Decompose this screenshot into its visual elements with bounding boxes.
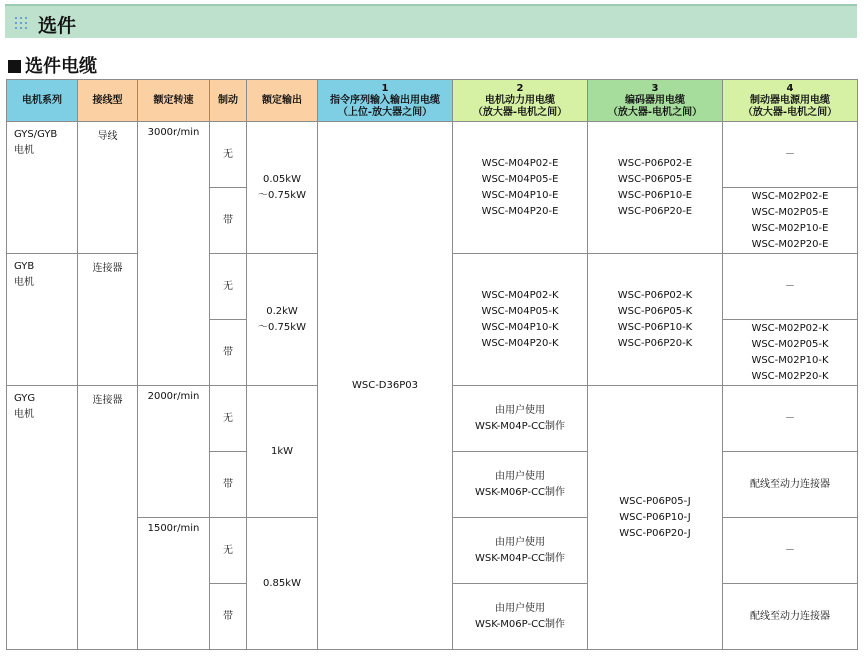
encoder-cable-cell <box>588 254 723 386</box>
wiring-cell: 连接器 <box>78 386 138 650</box>
brake-cell: 无 <box>210 518 247 584</box>
user-made-note: 由用户使用 <box>495 602 545 614</box>
user-made-note: 由用户使用 <box>495 536 545 548</box>
cable-model: WSC-M04P05-K <box>481 305 559 317</box>
brake-cable-cell: － <box>723 122 858 188</box>
header-col1 <box>318 80 453 122</box>
instruction-cable-cell: WSC-D36P03 <box>318 122 453 650</box>
cable-model: WSC-P06P05-E <box>617 173 693 185</box>
cable-model: WSC-P06P20-J <box>619 527 691 539</box>
header-rated-output: 额定输出 <box>247 80 318 122</box>
cable-model: WSC-M04P05-E <box>481 173 559 185</box>
header-col4 <box>723 80 858 122</box>
header-col4-title: 制动器电源用电缆 <box>750 94 830 106</box>
cable-model: WSC-P06P05-J <box>619 495 691 507</box>
header-col2-title: 电机动力用电缆 <box>485 94 555 106</box>
brake-cell: 无 <box>210 122 247 188</box>
header-col1-sub: （上位-放大器之间） <box>337 106 433 118</box>
motor-series-suffix: 电机 <box>14 409 34 420</box>
header-col3 <box>588 80 723 122</box>
cable-model: WSC-M04P02-E <box>481 157 559 169</box>
table-row <box>7 122 858 188</box>
user-made-note: 由用户使用 <box>495 404 545 416</box>
wiring-cell: 连接器 <box>78 254 138 386</box>
cable-model: WSC-P06P20-E <box>617 205 693 217</box>
brake-cable-cell: 配线至动力连接器 <box>723 452 858 518</box>
user-made-note: 由用户使用 <box>495 470 545 482</box>
brake-cable-cell: － <box>723 518 858 584</box>
cable-kit-model: WSK-M04P-CC制作 <box>474 552 566 564</box>
cable-model: WSC-M02P20-E <box>751 238 829 250</box>
rated-speed-cell: 3000r/min <box>138 122 210 386</box>
cable-model: WSC-P06P02-K <box>617 289 693 301</box>
rated-speed-cell: 1500r/min <box>138 518 210 650</box>
encoder-cable-cell <box>588 386 723 650</box>
brake-cable-cell: － <box>723 386 858 452</box>
motor-series-cell <box>7 254 78 386</box>
square-bullet-icon <box>8 60 21 73</box>
rated-output-cell <box>247 254 318 386</box>
page-title: 选件 <box>38 15 77 37</box>
rated-output-cell: 1kW <box>247 386 318 518</box>
cable-model: WSC-M02P05-E <box>751 206 829 218</box>
motor-series-suffix: 电机 <box>14 277 34 288</box>
header-col1-num: 1 <box>381 82 389 94</box>
rated-output-cell <box>247 122 318 254</box>
motor-series-cell <box>7 122 78 254</box>
header-col2-sub: （放大器-电机之间） <box>472 106 568 118</box>
cable-kit-model: WSK-M06P-CC制作 <box>474 486 566 498</box>
header-row <box>7 80 858 122</box>
header-col3-title: 编码器用电缆 <box>625 94 685 106</box>
power-cable-cell <box>453 254 588 386</box>
section-heading <box>8 52 97 78</box>
brake-cable-cell: 配线至动力连接器 <box>723 584 858 650</box>
cable-model: WSC-P06P10-E <box>617 189 693 201</box>
brake-cable-cell: － <box>723 254 858 320</box>
motor-series-name: GYB <box>14 261 35 272</box>
cable-model: WSC-M04P10-E <box>481 189 559 201</box>
power-cable-cell <box>453 452 588 518</box>
header-brake: 制动 <box>210 80 247 122</box>
header-rated-speed: 额定转速 <box>138 80 210 122</box>
header-col4-sub: （放大器-电机之间） <box>742 106 838 118</box>
header-col3-sub: （放大器-电机之间） <box>607 106 703 118</box>
cable-model: WSC-P06P02-E <box>617 157 693 169</box>
cable-model: WSC-P06P10-K <box>617 321 693 333</box>
brake-cable-cell <box>723 320 858 386</box>
cable-model: WSC-M04P10-K <box>481 321 559 333</box>
brake-cell: 无 <box>210 254 247 320</box>
section-title: 选件电缆 <box>25 56 97 77</box>
title-bar <box>5 4 857 38</box>
motor-series-suffix: 电机 <box>14 145 34 156</box>
header-col3-num: 3 <box>651 82 659 94</box>
output-value: 0.05kW <box>263 173 301 185</box>
cable-model: WSC-P06P10-J <box>619 511 691 523</box>
brake-cell: 带 <box>210 584 247 650</box>
power-cable-cell <box>453 584 588 650</box>
wiring-cell: 导线 <box>78 122 138 254</box>
header-col4-num: 4 <box>786 82 794 94</box>
brake-cable-cell <box>723 188 858 254</box>
header-motor-series: 电机系列 <box>7 80 78 122</box>
cable-model: WSC-M02P02-E <box>751 190 829 202</box>
brake-cell: 带 <box>210 188 247 254</box>
cable-kit-model: WSK-M06P-CC制作 <box>474 618 566 630</box>
cable-model: WSC-M04P02-K <box>481 289 559 301</box>
cable-model: WSC-P06P05-K <box>617 305 693 317</box>
motor-series-name: GYS/GYB <box>14 129 58 140</box>
cable-model: WSC-P06P20-K <box>617 337 693 349</box>
power-cable-cell <box>453 386 588 452</box>
motor-series-name: GYG <box>14 393 36 404</box>
header-col2 <box>453 80 588 122</box>
cable-kit-model: WSK-M04P-CC制作 <box>474 420 566 432</box>
cable-options-table <box>6 79 858 650</box>
cable-model: WSC-M02P05-K <box>751 338 829 350</box>
cable-model: WSC-M04P20-E <box>481 205 559 217</box>
output-range: ～0.75kW <box>258 321 306 333</box>
encoder-cable-cell <box>588 122 723 254</box>
brake-cell: 无 <box>210 386 247 452</box>
power-cable-cell <box>453 122 588 254</box>
brake-cell: 带 <box>210 452 247 518</box>
output-range: ～0.75kW <box>258 189 306 201</box>
power-cable-cell <box>453 518 588 584</box>
output-value: 0.2kW <box>266 305 298 317</box>
cable-model: WSC-M02P10-K <box>751 354 829 366</box>
cable-model: WSC-M02P02-K <box>751 322 829 334</box>
cable-model: WSC-M04P20-K <box>481 337 559 349</box>
cable-model: WSC-M02P20-K <box>751 370 829 382</box>
grid-dots-icon <box>15 17 29 29</box>
header-col1-title: 指令序列输入输出用电缆 <box>330 94 440 106</box>
brake-cell: 带 <box>210 320 247 386</box>
motor-series-cell <box>7 386 78 650</box>
header-col2-num: 2 <box>516 82 524 94</box>
header-wiring: 接线型 <box>78 80 138 122</box>
cable-model: WSC-M02P10-E <box>751 222 829 234</box>
rated-speed-cell: 2000r/min <box>138 386 210 518</box>
rated-output-cell: 0.85kW <box>247 518 318 650</box>
